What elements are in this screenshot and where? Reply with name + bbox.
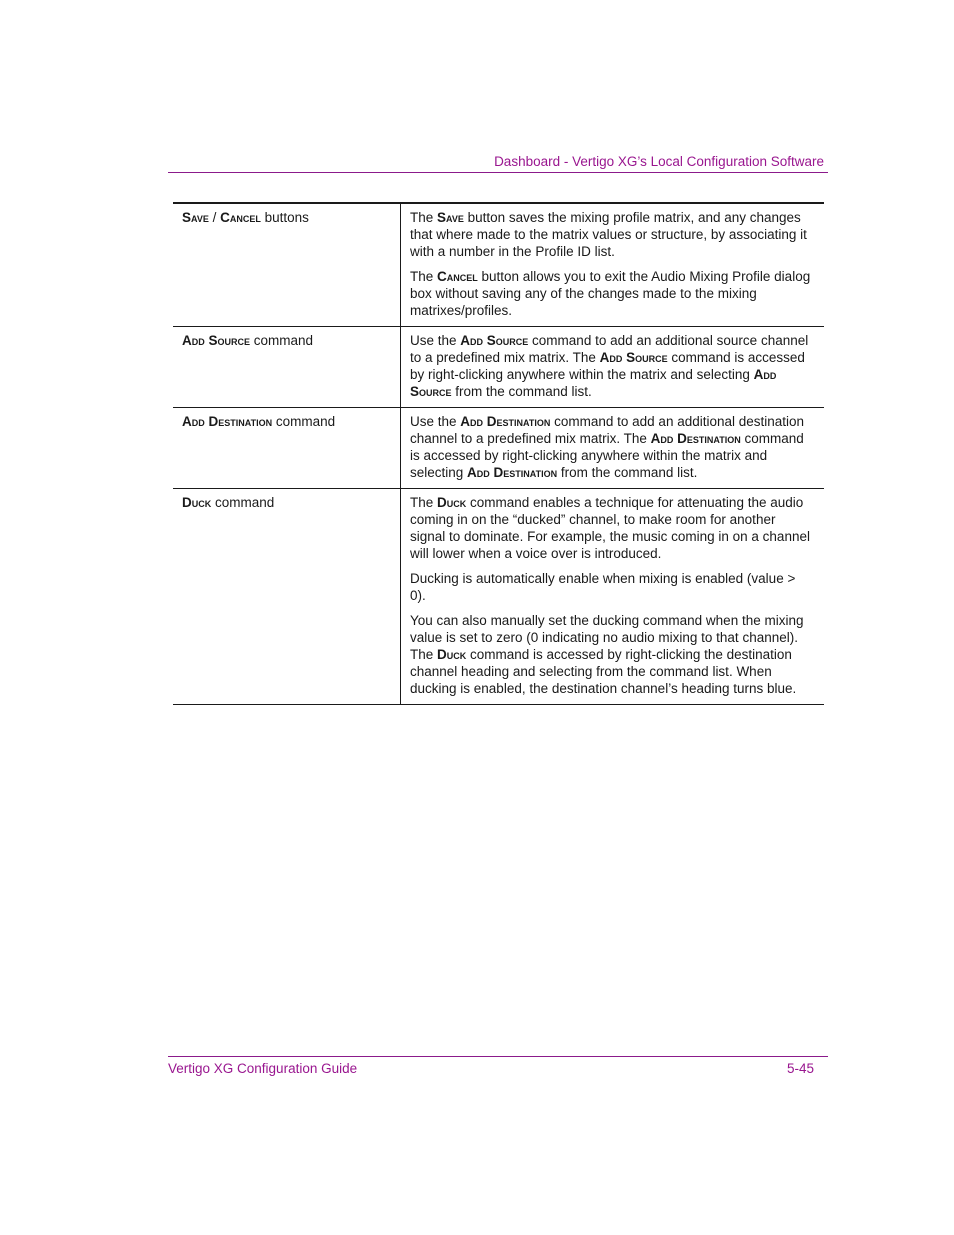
term-keyword: Save [182, 210, 209, 225]
term-cell [173, 408, 401, 489]
description-cell [401, 408, 825, 489]
keyword: Duck [437, 495, 467, 510]
description-paragraph [410, 494, 814, 562]
term-separator: / [208, 210, 221, 225]
text-run: from the command list. [557, 465, 698, 480]
keyword: Add Destination [467, 465, 558, 480]
description-paragraph [410, 612, 814, 697]
term-keyword: Cancel [220, 210, 261, 225]
text-run: The [410, 269, 438, 284]
keyword: Save [437, 210, 464, 225]
definition-table [173, 202, 824, 705]
term-cell [173, 203, 401, 327]
text-run: command is accessed by right-clicking anywhere within the matrix and selecting [410, 350, 805, 382]
keyword: Add Destination [650, 431, 741, 446]
term-cell [173, 327, 401, 408]
text-run: command enables a technique for attenuating the audio coming in on the “ducked” channel, to make room for another signal to dominate. For example, the music coming in on a channel will lower when a voice over is introduced. [410, 495, 810, 561]
keyword: Cancel [437, 269, 478, 284]
text-run: from the command list. [451, 384, 592, 399]
page-footer [168, 1056, 828, 1076]
description-paragraph [410, 209, 814, 260]
text-run: Use the [410, 333, 461, 348]
description-paragraph [410, 570, 814, 604]
term-suffix: command [272, 414, 336, 429]
term-suffix: command [211, 495, 275, 510]
header-title: Dashboard - Vertigo XG’s Local Configuration Software [494, 154, 824, 169]
table-row [173, 408, 824, 489]
text-run: button allows you to exit the Audio Mixing Profile dialog box without saving any of the changes made to the mixing matrixes/profiles. [410, 269, 811, 318]
keyword: Add Source [410, 367, 777, 399]
text-run: button saves the mixing profile matrix, and any changes that where made to the matrix values or structure, by associating it with a number in the Profile ID list. [410, 210, 807, 259]
description-cell [401, 203, 825, 327]
table-row [173, 489, 824, 705]
keyword: Add Destination [460, 414, 551, 429]
term-suffix: command [250, 333, 314, 348]
text-run: You can also manually set the ducking command when the mixing value is set to zero (0 indicating no audio mixing to that channel). The [410, 613, 804, 662]
text-run: Ducking is automatically enable when mixing is enabled (value > 0). [410, 571, 796, 603]
footer-guide-title: Vertigo XG Configuration Guide [168, 1061, 358, 1076]
keyword: Add Source [460, 333, 529, 348]
term-keyword: Add Source [182, 333, 251, 348]
description-paragraph [410, 268, 814, 319]
description-cell [401, 327, 825, 408]
keyword: Add Source [599, 350, 668, 365]
text-run: command is accessed by right-clicking the destination channel heading and selecting from the command list. When ducking is enabled, the destination channel’s heading turns blue. [410, 647, 797, 696]
page-number: 5-45 [786, 1061, 814, 1076]
description-paragraph [410, 413, 814, 481]
text-run: command is accessed by right-clicking anywhere within the matrix and selecting [410, 431, 804, 480]
description-cell [401, 489, 825, 705]
term-keyword: Duck [182, 495, 212, 510]
text-run: Use the [410, 414, 461, 429]
description-paragraph [410, 332, 814, 400]
table-row [173, 203, 824, 327]
keyword: Duck [437, 647, 467, 662]
term-cell [173, 489, 401, 705]
text-run: command to add an additional source channel to a predefined mix matrix. The [410, 333, 809, 365]
page-header [168, 153, 828, 173]
text-run: The [410, 495, 438, 510]
term-keyword: Add Destination [182, 414, 273, 429]
text-run: command to add an additional destination channel to a predefined mix matrix. The [410, 414, 805, 446]
table-row [173, 327, 824, 408]
term-suffix: buttons [260, 210, 309, 225]
text-run: The [410, 210, 438, 225]
